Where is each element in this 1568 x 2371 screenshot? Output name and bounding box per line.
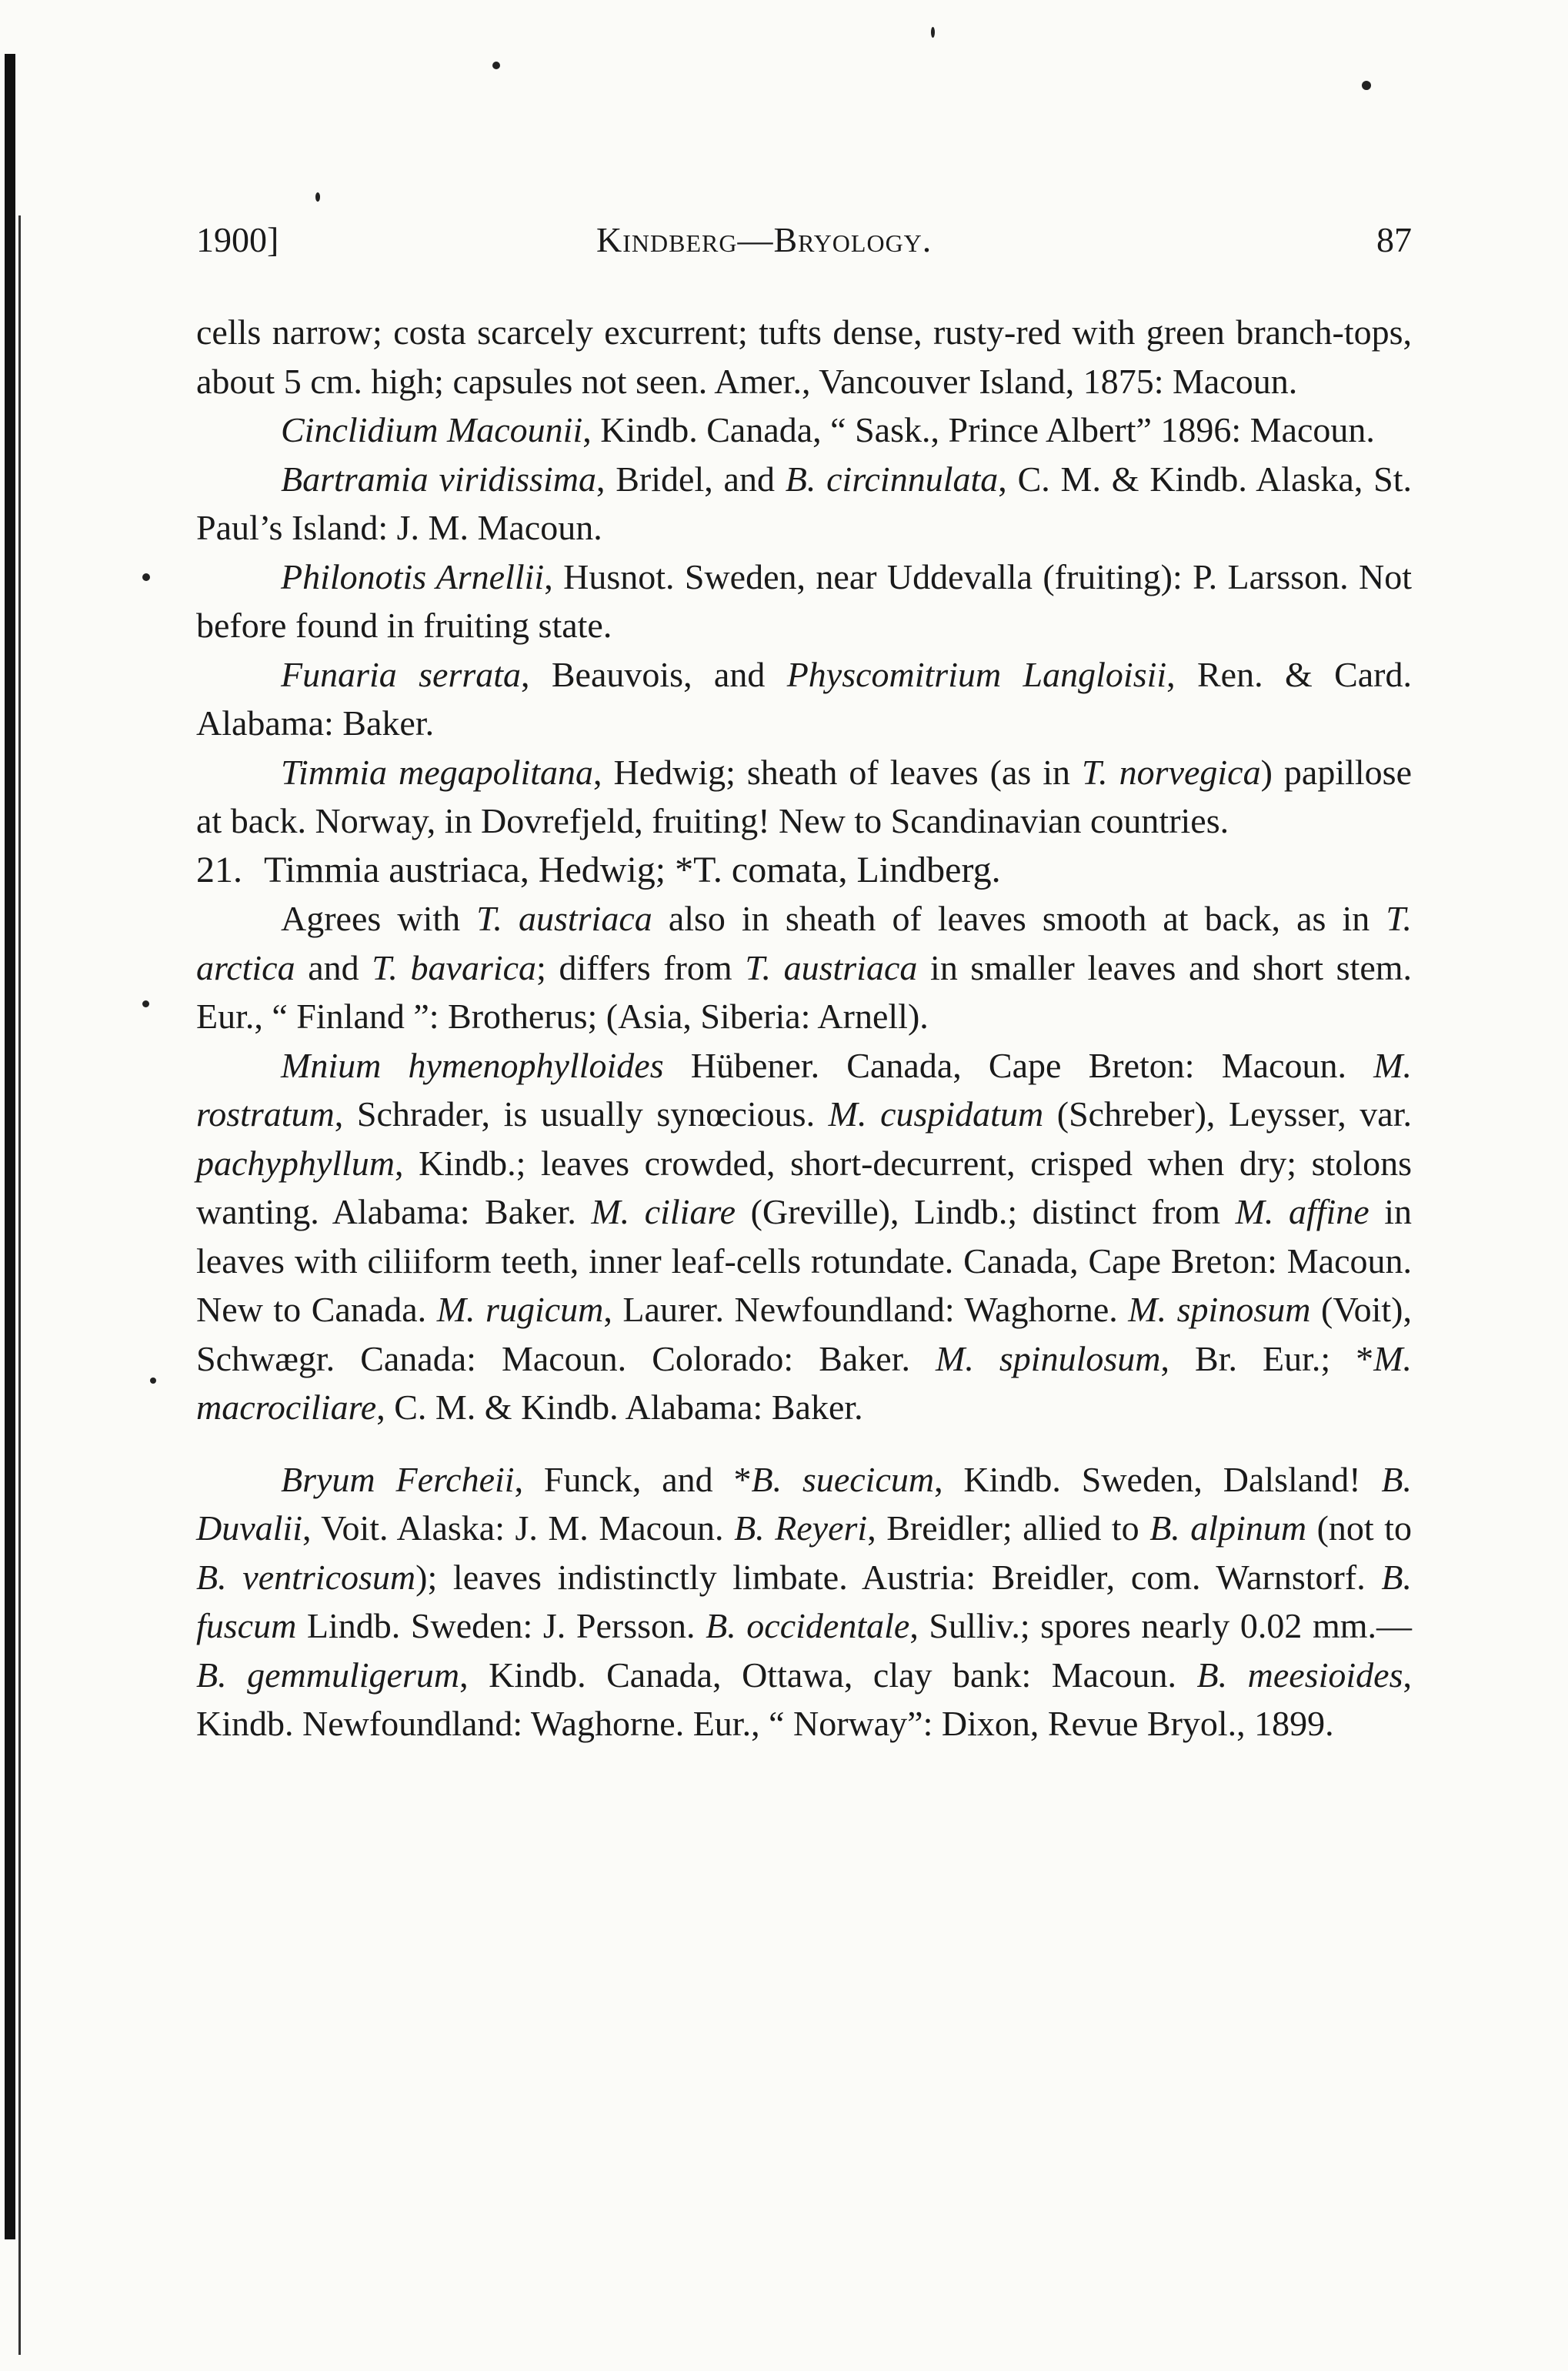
paragraph-cinclidium <box>196 406 1412 455</box>
paragraph-continuation <box>196 308 1412 406</box>
taxon-name: B. Duvalii <box>196 1459 1412 1548</box>
text-run: , Kindb.; leaves crowded, short-decurrent, crisped when dry; stolons wanting. Alabama: Baker. <box>196 1143 1412 1231</box>
taxon-name: T. norvegica <box>1082 752 1261 792</box>
page-body <box>196 308 1412 1748</box>
taxon-name: Bryum Fercheii <box>281 1459 515 1499</box>
taxon-name: Funaria serrata <box>281 654 522 694</box>
taxon-name: B. occidentale <box>706 1606 910 1645</box>
text-run: , Kindb. Newfoundland: Waghorne. Eur., “ Norway”: Dixon, Revue Bryol., 1899. <box>196 1655 1412 1743</box>
taxon-name: M. macrociliare <box>196 1338 1413 1427</box>
text-run: , Sulliv.; spores nearly 0.02 mm.— <box>909 1606 1413 1645</box>
taxon-name: B. circinnulata <box>785 459 999 499</box>
taxon-name: Philonotis Arnellii <box>281 556 545 596</box>
text-run: , Laurer. Newfoundland: Waghorne. <box>603 1290 1129 1329</box>
text-run: , Voit. Alaska: J. M. Macoun. <box>302 1508 735 1548</box>
page-number: 87 <box>1376 220 1412 259</box>
text-run: Hübener. Canada, Cape Breton: Macoun. <box>663 1045 1374 1085</box>
speck-4 <box>315 192 320 202</box>
paragraph-mnium <box>196 1041 1412 1432</box>
text-run: (Voit), Schwægr. Canada: Macoun. Colorado: Baker. <box>196 1290 1412 1378</box>
text-run: , C. M. & Kindb. Alaska, St. Paul’s Island: J. M. Macoun. <box>196 459 1412 547</box>
text-run: and <box>295 947 372 987</box>
taxon-name: Physcomitrium Langloisii <box>786 654 1167 694</box>
text-run: also in sheath of leaves smooth at back, as in <box>652 899 1386 938</box>
speck-6 <box>142 1000 149 1007</box>
taxon-name: M. spinosum <box>1128 1290 1311 1329</box>
taxon-name: M. spinulosum <box>936 1338 1161 1378</box>
text-run: (not to <box>1306 1508 1412 1548</box>
text-run: in smaller leaves and short stem. Eur., “ Finland ”: Brotherus; (Asia, Siberia: Arnell). <box>196 947 1413 1036</box>
taxon-name: Cinclidium Macounii <box>281 410 583 449</box>
taxon-name: B. ventricosum <box>196 1557 416 1597</box>
text-run: , Bridel, and <box>596 459 786 499</box>
taxon-name: B. gemmuligerum <box>196 1655 460 1695</box>
text-run: ; differs from <box>536 947 746 987</box>
paragraph-funaria <box>196 650 1412 748</box>
text-run: , Breidler; allied to <box>867 1508 1150 1548</box>
text-run: , Kindb. Canada, “ Sask., Prince Albert” 1896: Macoun. <box>582 410 1375 449</box>
taxon-name: Mnium hymenophylloides <box>281 1045 664 1085</box>
taxon-name: M. affine <box>1235 1192 1369 1231</box>
text-run: , Beauvois, and <box>521 654 787 694</box>
running-header <box>196 219 1412 281</box>
taxon-name: B. meesioides <box>1196 1655 1403 1695</box>
text-run: Lindb. Sweden: J. Persson. <box>296 1606 706 1645</box>
taxon-name: B. fuscum <box>196 1557 1413 1645</box>
taxon-name: B. alpinum <box>1149 1508 1307 1548</box>
taxon-name: B. Reyeri <box>734 1508 868 1548</box>
text-run: ); leaves indistinctly limbate. Austria: Breidler, com. Warnstorf. <box>415 1557 1382 1597</box>
text-run: , Hedwig; sheath of leaves (as in <box>593 752 1083 792</box>
speck-7 <box>150 1378 156 1384</box>
text-run: , Br. Eur.; * <box>1160 1338 1374 1378</box>
taxon-name: M. ciliare <box>591 1192 736 1231</box>
paragraph-agrees <box>196 894 1412 1041</box>
header-year: 1900] <box>196 220 279 259</box>
book-gutter-line <box>18 215 21 2355</box>
text-run: , Ren. & Card. Alabama: Baker. <box>196 654 1412 743</box>
text-run: , Kindb. Canada, Ottawa, clay bank: Macoun. <box>459 1655 1197 1695</box>
taxon-name: T. bavarica <box>372 947 537 987</box>
taxon-name: M. rugicum <box>436 1290 604 1329</box>
text-run: ) papillose at back. Norway, in Dovrefjeld, fruiting! New to Scandinavian countries. <box>196 752 1412 840</box>
speck-5 <box>142 573 150 581</box>
taxon-name: M. rostratum <box>196 1045 1412 1134</box>
book-spine-shadow <box>5 54 15 2239</box>
text-run: (Greville), Lindb.; distinct from <box>736 1192 1236 1231</box>
text-run: in leaves with ciliiform teeth, inner leaf-cells rotundate. Canada, Cape Breton: Macoun. New to Canada. <box>196 1192 1413 1329</box>
text-run: , C. M. & Kindb. Alabama: Baker. <box>376 1388 863 1427</box>
entry-number: 21. <box>196 849 242 890</box>
taxon-name: pachyphyllum <box>196 1143 395 1183</box>
text-run: cells narrow; costa scarcely excurrent; tufts dense, rusty-red with green branch-tops, about 5 cm. high; capsules not seen. Amer., Vancouver Island, 1875: Macoun. <box>196 312 1412 401</box>
taxon-name: Bartramia viridissima <box>281 459 596 499</box>
taxon-name: B. suecicum <box>751 1459 935 1499</box>
text-run: , Funck, and * <box>514 1459 752 1499</box>
speck-1 <box>931 27 935 38</box>
taxon-name: M. cuspidatum <box>828 1094 1044 1134</box>
taxon-name: T. austriaca <box>745 947 918 987</box>
text-run: Agrees with <box>281 899 477 938</box>
text-run: , Schrader, is usually synœcious. <box>334 1094 829 1134</box>
entry-21-heading <box>196 846 1412 895</box>
taxon-name: T. austriaca <box>476 899 652 938</box>
taxon-name: Timmia megapolitana <box>281 752 594 792</box>
speck-2 <box>492 62 500 69</box>
taxon-name: T. arctica <box>196 899 1412 987</box>
paragraph-bartramia <box>196 455 1412 553</box>
entry-title: Timmia austriaca, Hedwig; *T. comata, Lindberg. <box>264 849 1001 890</box>
paragraph-philonotis <box>196 553 1412 650</box>
text-run: , Kindb. Sweden, Dalsland! <box>934 1459 1382 1499</box>
paragraph-bryum <box>196 1455 1412 1748</box>
speck-3 <box>1362 81 1371 90</box>
text-run: , Husnot. Sweden, near Uddevalla (fruiting): P. Larsson. Not before found in fruiting state. <box>196 556 1412 645</box>
paragraph-timmia-megapolitana <box>196 748 1412 846</box>
running-title: Kindberg—Bryology. <box>596 220 932 259</box>
text-run: (Schreber), Leysser, var. <box>1043 1094 1412 1134</box>
